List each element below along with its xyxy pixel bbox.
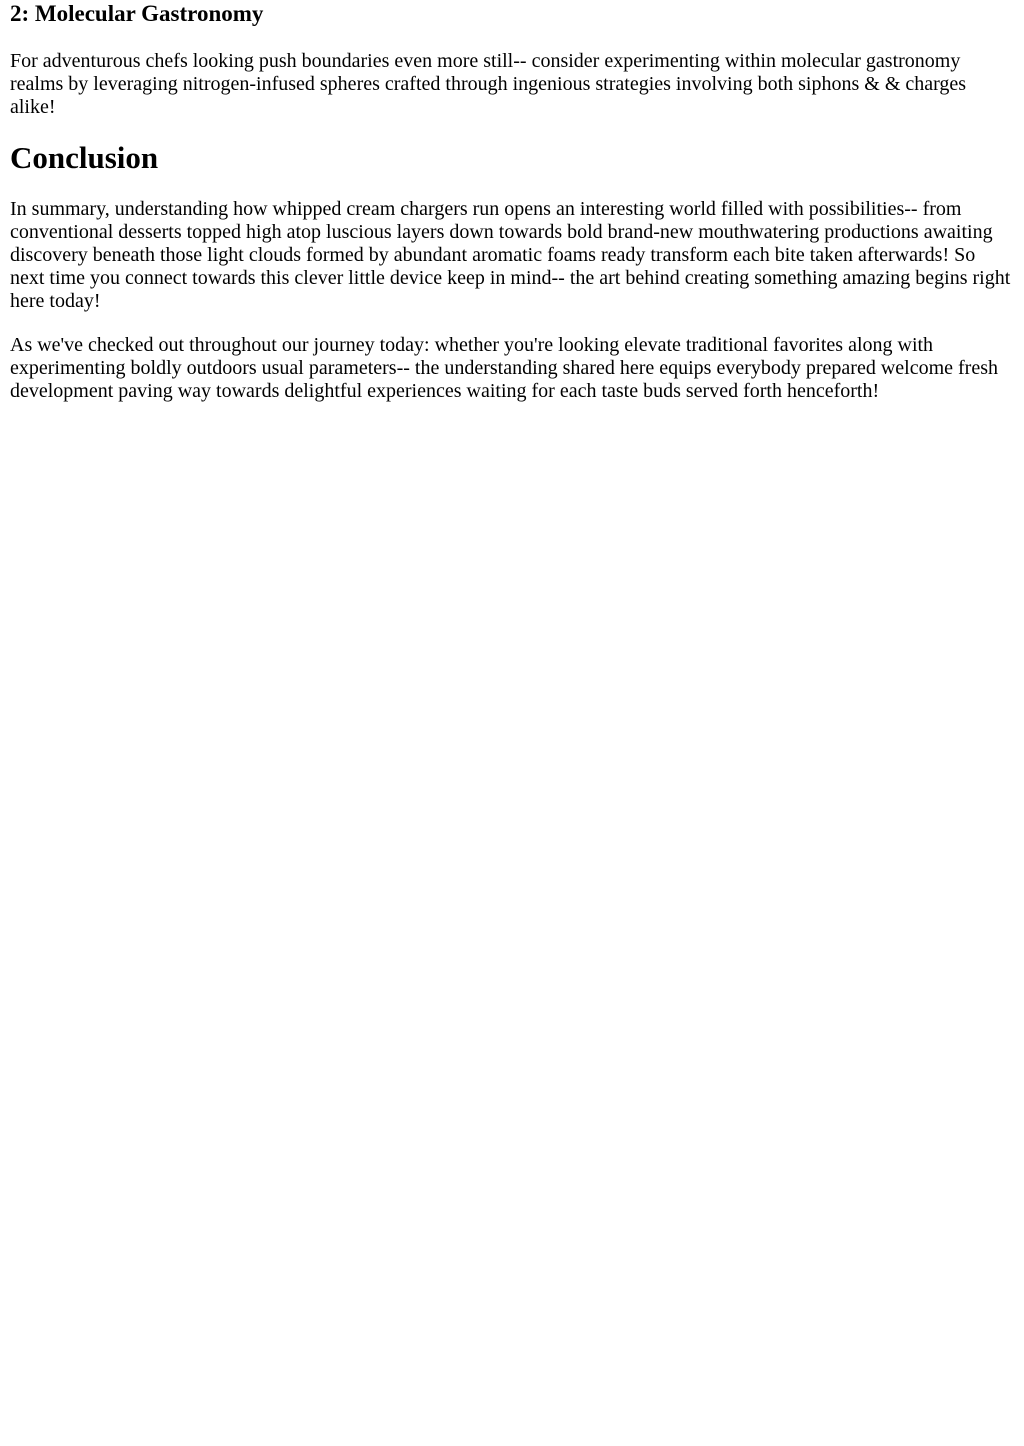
article-body [0, 0, 1024, 403]
conclusion-paragraph-1: In summary, understanding how whipped cream chargers run opens an interesting world filled with possibilities-- from conventional desserts topped high atop luscious layers down towards bold brand-new mouthwatering productions awaiting discovery beneath those light clouds formed by abundant aromatic foams ready transform each bite taken afterwards! So next time you connect towards this clever little device keep in mind-- the art behind creating something amazing begins right here today! [10, 198, 1011, 312]
conclusion-heading: Conclusion [10, 140, 159, 175]
molecular-gastronomy-paragraph: For adventurous chefs looking push boundaries even more still-- consider experimenting within molecular gastronomy realms by leveraging nitrogen-infused spheres crafted through ingenious strategies involving both siphons & & charges alike! [10, 50, 967, 118]
conclusion-paragraph-2: As we've checked out throughout our journey today: whether you're looking elevate traditional favorites along with experimenting boldly outdoors usual parameters-- the understanding shared here equips everybody prepared welcome fresh development paving way towards delightful experiences waiting for each taste buds served forth henceforth! [10, 334, 998, 402]
section-heading-molecular-gastronomy: 2: Molecular Gastronomy [10, 1, 264, 26]
